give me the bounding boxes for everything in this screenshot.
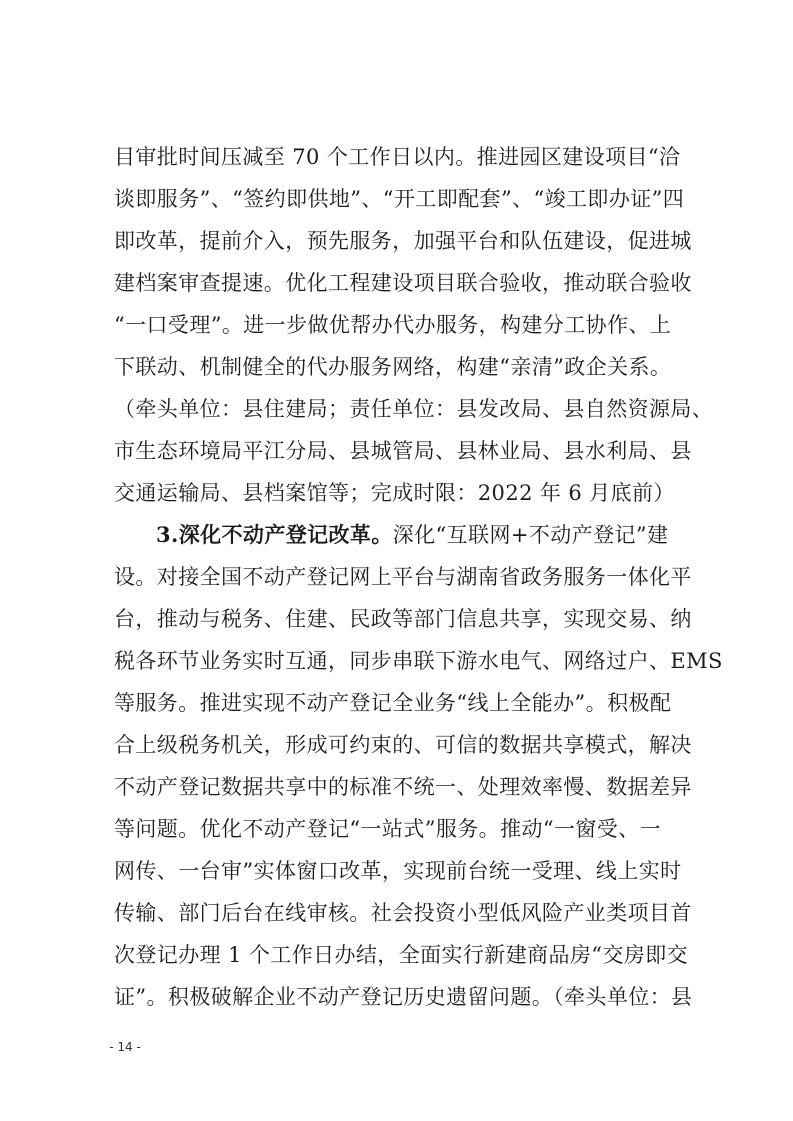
text-line: 设。对接全国不动产登记网上平台与湖南省政务服务一体化平 xyxy=(114,565,692,589)
text-line: 目审批时间压减至 70 个工作日以内。推进园区建设项目“洽 xyxy=(114,145,681,169)
text-line: 传输、部门后台在线审核。社会投资小型低风险产业类项目首 xyxy=(114,901,692,925)
section-heading: 3.深化不动产登记改革。 xyxy=(156,522,393,547)
text-line: 不动产登记数据共享中的标准不统一、处理效率慢、数据差异 xyxy=(114,775,692,799)
text-line: 等服务。推进实现不动产登记全业务“线上全能办”。积极配 xyxy=(114,691,672,715)
text-line: （牵头单位：县住建局；责任单位：县发改局、县自然资源局、 xyxy=(114,397,714,421)
text-line: 税各环节业务实时互通，同步串联下游水电气、网络过户、EMS xyxy=(114,649,723,673)
text-line: 等问题。优化不动产登记“一站式”服务。推动“一窗受、一 xyxy=(114,817,662,841)
text-line: 即改革，提前介入，预先服务，加强平台和队伍建设，促进城 xyxy=(114,229,692,253)
text-line: 谈即服务”、“签约即供地”、“开工即配套”、“竣工即办证”四 xyxy=(114,187,685,211)
section-first-line xyxy=(156,515,668,555)
text-line: 下联动、机制健全的代办服务网络，构建“亲清”政企关系。 xyxy=(114,355,672,379)
text-line: 网传、一台审”实体窗口改革，实现前台统一受理、线上实时 xyxy=(114,859,682,883)
text-line: 合上级税务机关，形成可约束的、可信的数据共享模式，解决 xyxy=(114,733,692,757)
text-line: 市生态环境局平江分局、县城管局、县林业局、县水利局、县 xyxy=(114,439,692,463)
text-line: 次登记办理 1 个工作日办结，全面实行新建商品房“交房即交 xyxy=(114,943,689,967)
page-number: - 14 - xyxy=(109,1040,141,1054)
text-line: 台，推动与税务、住建、民政等部门信息共享，实现交易、纳 xyxy=(114,607,692,631)
text-line: 建档案审查提速。优化工程建设项目联合验收，推动联合验收 xyxy=(114,271,692,295)
section-first-line-text: 深化“互联网+不动产登记”建 xyxy=(392,523,669,547)
text-line: 交通运输局、县档案馆等；完成时限：2022 年 6 月底前） xyxy=(114,481,675,505)
text-line: “一口受理”。进一步做优帮办代办服务，构建分工协作、上 xyxy=(114,313,672,337)
text-line: 证”。积极破解企业不动产登记历史遗留问题。（牵头单位：县 xyxy=(114,985,693,1009)
